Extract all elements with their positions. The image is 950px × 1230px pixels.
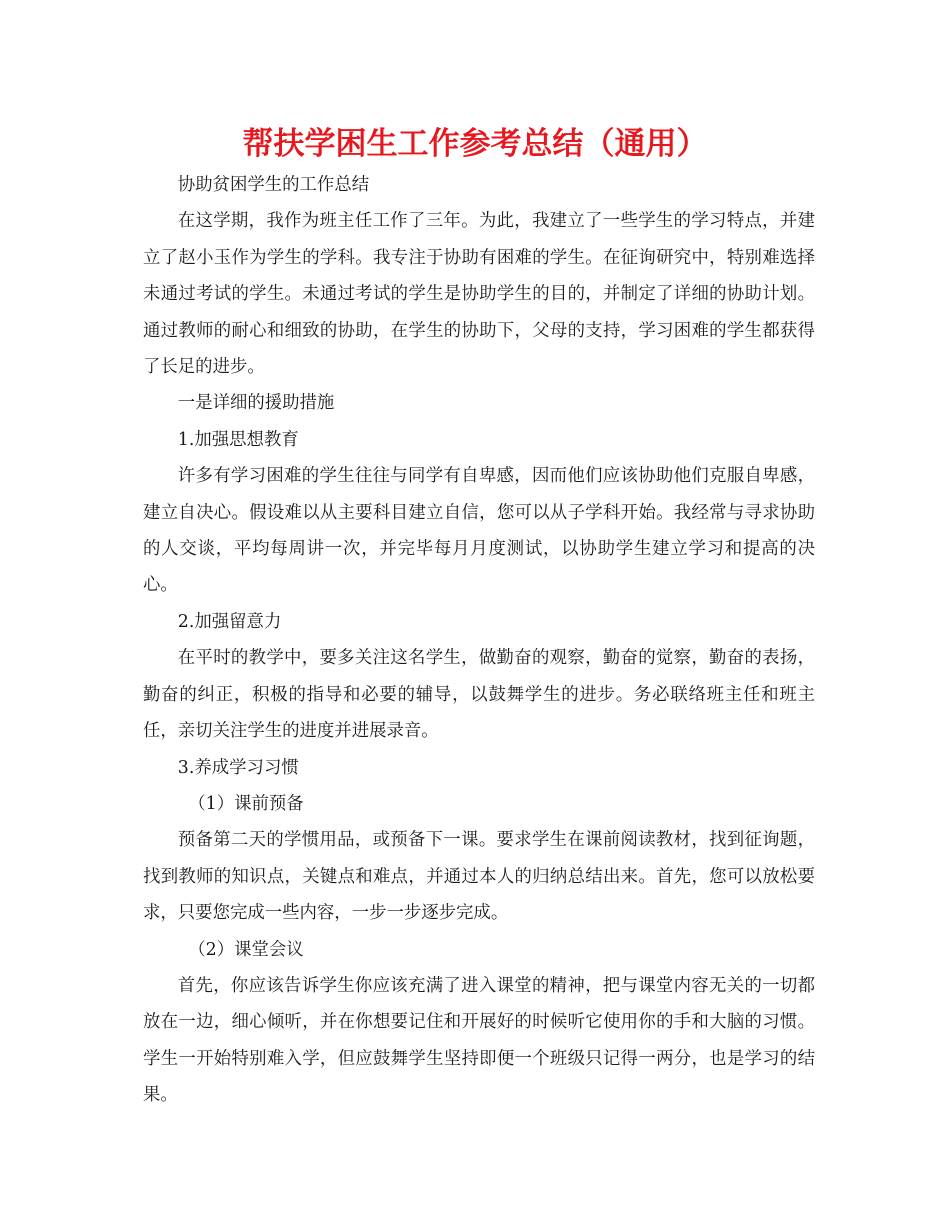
sub-heading-preparation: （1）课前预备 <box>188 793 304 814</box>
document-title: 帮扶学困生工作参考总结（通用） <box>242 126 708 162</box>
item-heading-attention: 2.加强留意力 <box>177 611 282 632</box>
paragraph-ideological-education: 许多有学习困难的学生往往与同学有自卑感，因而他们应该协助他们克服自卑感，建立自决心。假设难以从主要科目建立自信，您可以从子学科开始。我经常与寻求协助的人交谈，平均每周讲一次，并完毕每月月度测试，以协助学生建立学习和提高的决心。 <box>143 466 815 596</box>
section-heading-measures: 一是详细的援助措施 <box>177 393 335 414</box>
item-heading-study-habits: 3.养成学习习惯 <box>177 757 299 778</box>
sub-heading-classroom: （2）课堂会议 <box>188 939 304 960</box>
document-body <box>143 167 815 1114</box>
paragraph-intro: 在这学期，我作为班主任工作了三年。为此，我建立了一些学生的学习特点，并建立了赵小玉作为学生的学科。我专注于协助有困难的学生。在征询研究中，特别难选择未通过考试的学生。未通过考试的学生是协助学生的目的，并制定了详细的协助计划。通过教师的耐心和细致的协助，在学生的协助下，父母的支持，学习困难的学生都获得了长足的进步。 <box>143 211 815 378</box>
paragraph-classroom: 首先，你应该告诉学生你应该充满了进入课堂的精神，把与课堂内容无关的一切都放在一边，细心倾听，并在你想要记住和开展好的时候听它使用你的手和大脑的习惯。学生一开始特别难入学，但应鼓舞学生坚持即便一个班级只记得一两分，也是学习的结果。 <box>143 975 815 1106</box>
paragraph-subtitle: 协助贫困学生的工作总结 <box>177 175 370 195</box>
paragraph-preparation: 预备第二天的学惯用品，或预备下一课。要求学生在课前阅读教材，找到征询题，找到教师的知识点，关键点和难点，并通过本人的归纳总结出来。首先，您可以放松要求，只要您完成一些内容，一步一步逐步完成。 <box>143 830 815 924</box>
item-heading-ideological-education: 1.加强思想教育 <box>177 429 299 450</box>
paragraph-attention: 在平时的教学中，要多关注这名学生，做勤奋的观察，勤奋的觉察，勤奋的表扬，勤奋的纠正，积极的指导和必要的辅导，以鼓舞学生的进步。务必联络班主任和班主任，亲切关注学生的进度并进展录音。 <box>143 648 815 742</box>
